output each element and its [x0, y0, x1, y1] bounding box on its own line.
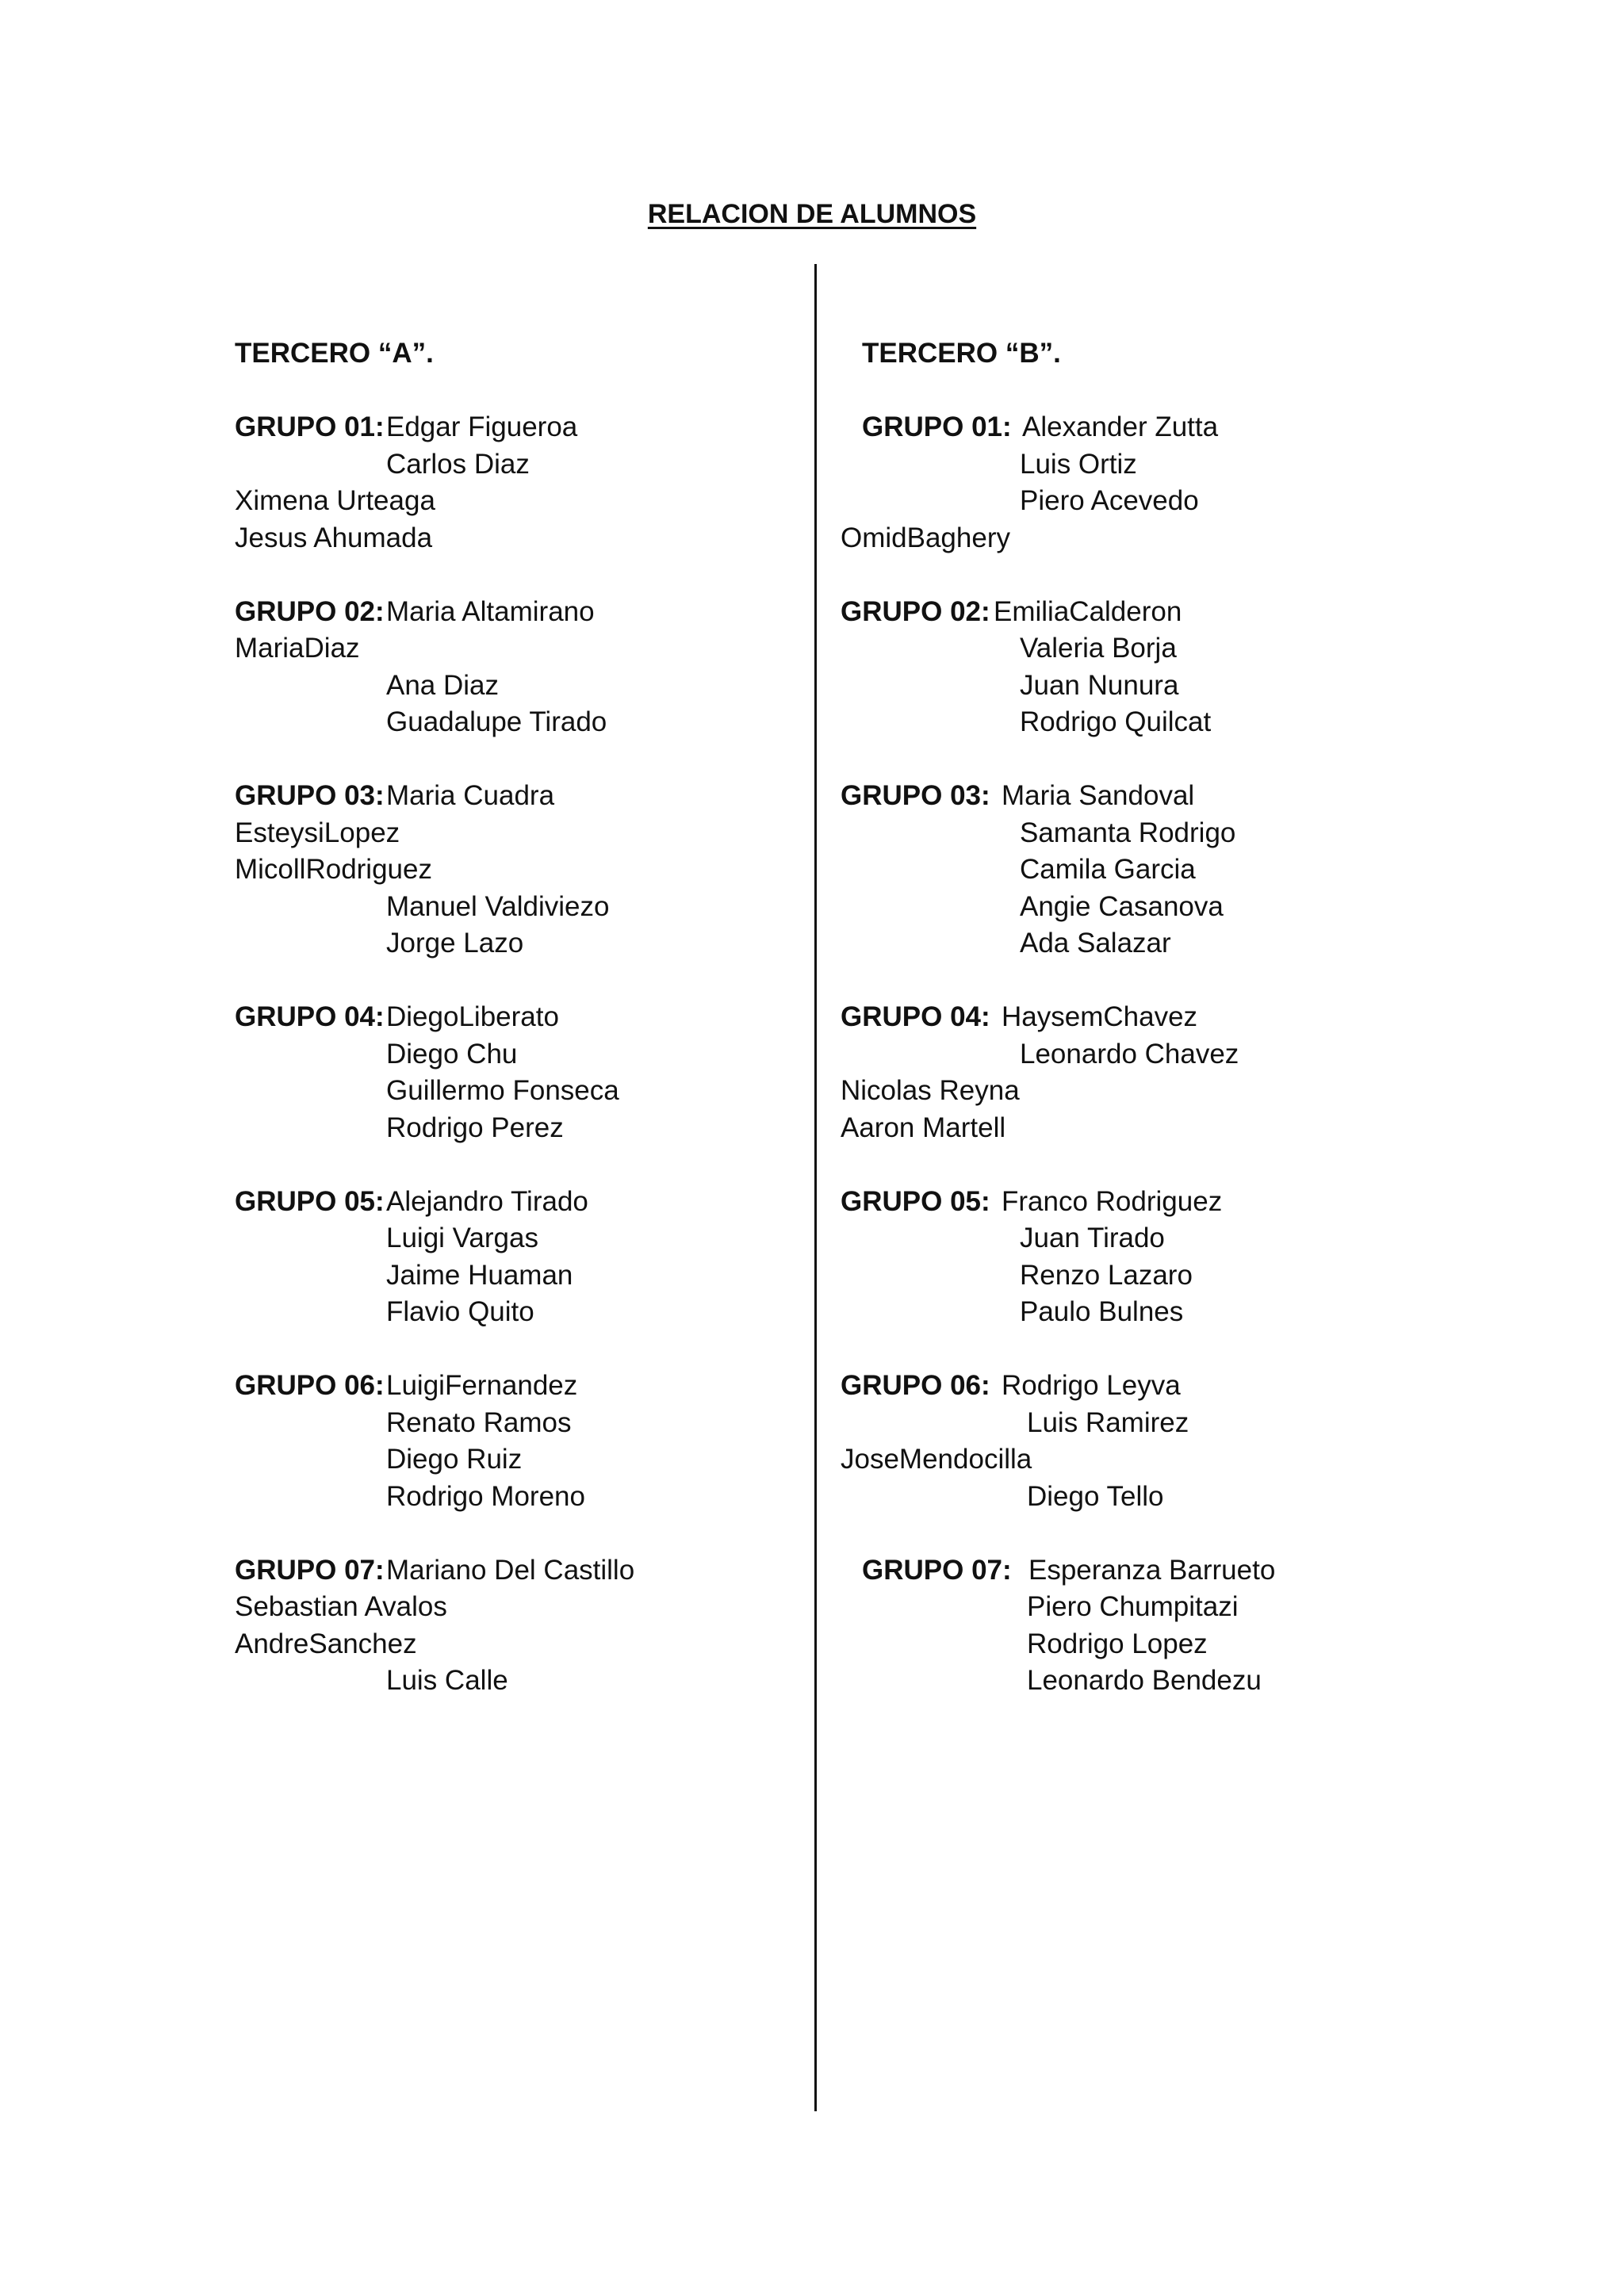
group-member: Renato Ramos [386, 1406, 572, 1438]
section-heading: TERCERO “B”. [862, 338, 1061, 369]
group-member: Ximena Urteaga [235, 485, 435, 516]
group-member: Camila Garcia [1020, 854, 1196, 885]
group-member: Mariano Del Castillo [386, 1554, 635, 1586]
group-member: Leonardo Chavez [1020, 1038, 1239, 1070]
group-member: Nicolas Reyna [841, 1075, 1020, 1106]
section-heading: TERCERO “A”. [235, 338, 434, 369]
group-member: Juan Tirado [1020, 1223, 1165, 1253]
group-member: EmiliaCalderon [994, 595, 1182, 627]
group-member: Sebastian Avalos [235, 1591, 447, 1622]
group-member: Piero Chumpitazi [1027, 1591, 1239, 1622]
group-member: Jesus Ahumada [235, 522, 433, 553]
group-member: Leonardo Bendezu [1027, 1665, 1262, 1696]
group-label: GRUPO 02: [841, 595, 990, 627]
group-member: MariaDiaz [235, 633, 360, 664]
group-member: Diego Ruiz [386, 1444, 523, 1475]
group-member: Renzo Lazaro [1020, 1259, 1193, 1291]
group-member: Valeria Borja [1020, 633, 1177, 664]
group-member: Luis Ortiz [1020, 448, 1137, 480]
group-member: Maria Sandoval [1002, 780, 1195, 811]
group-member: Alexander Zutta [1022, 411, 1219, 442]
group-member: Jorge Lazo [386, 928, 524, 959]
group-member: Ana Diaz [386, 669, 500, 701]
group-member: Guadalupe Tirado [386, 706, 607, 737]
group-label: GRUPO 06: [235, 1370, 385, 1401]
group-member: Aaron Martell [841, 1112, 1006, 1143]
group-member: Rodrigo Lopez [1027, 1628, 1208, 1659]
group-label: GRUPO 04: [235, 1001, 385, 1032]
group-member: Rodrigo Quilcat [1020, 706, 1212, 737]
group-label: GRUPO 06: [841, 1370, 990, 1401]
group-label: GRUPO 03: [841, 780, 990, 811]
group-label: GRUPO 01: [235, 411, 385, 442]
group-member: EsteysiLopez [235, 817, 400, 848]
group-member: Jaime Huaman [386, 1259, 573, 1291]
group-label: GRUPO 05: [235, 1185, 385, 1217]
group-label: GRUPO 03: [235, 780, 385, 811]
group-member: Luigi Vargas [386, 1223, 538, 1253]
group-label: GRUPO 04: [841, 1001, 990, 1032]
group-member: Edgar Figueroa [386, 411, 578, 442]
group-member: Carlos Diaz [386, 448, 530, 480]
group-member: Luis Calle [386, 1665, 508, 1696]
group-label: GRUPO 07: [862, 1554, 1012, 1586]
group-member: Angie Casanova [1020, 890, 1224, 922]
group-label: GRUPO 05: [841, 1185, 990, 1217]
group-member: Ada Salazar [1020, 928, 1171, 959]
group-member: Maria Cuadra [386, 780, 555, 811]
group-member: Juan Nunura [1020, 669, 1179, 701]
group-member: JoseMendocilla [841, 1444, 1032, 1475]
group-member: Flavio Quito [386, 1296, 534, 1327]
group-member: Piero Acevedo [1020, 485, 1199, 516]
group-member: AndreSanchez [235, 1628, 417, 1659]
group-member: Rodrigo Perez [386, 1112, 564, 1143]
group-member: Rodrigo Moreno [386, 1480, 585, 1512]
group-member: Esperanza Barrueto [1028, 1554, 1276, 1586]
group-member: Alejandro Tirado [386, 1185, 588, 1217]
group-member: Diego Chu [386, 1038, 518, 1070]
group-label: GRUPO 02: [235, 595, 385, 627]
document-title: RELACION DE ALUMNOS [647, 199, 977, 229]
section-tercero-b [0, 335, 1624, 1762]
group-member: Manuel Valdiviezo [386, 890, 610, 922]
group-label: GRUPO 01: [862, 411, 1012, 442]
group-member: Maria Altamirano [386, 595, 595, 627]
group-member: Diego Tello [1027, 1480, 1164, 1512]
group-label: GRUPO 07: [235, 1554, 385, 1586]
group-member: LuigiFernandez [386, 1370, 578, 1401]
group-member: Franco Rodriguez [1002, 1185, 1223, 1217]
group-member: HaysemChavez [1002, 1001, 1198, 1032]
group-member: Paulo Bulnes [1020, 1296, 1184, 1327]
group-member: OmidBaghery [841, 522, 1010, 553]
group-member: MicollRodriguez [235, 854, 432, 885]
group-member: DiegoLiberato [386, 1001, 559, 1032]
group-member: Rodrigo Leyva [1002, 1370, 1181, 1401]
group-member: Guillermo Fonseca [386, 1075, 619, 1106]
group-member: Samanta Rodrigo [1020, 817, 1236, 848]
group-member: Luis Ramirez [1027, 1406, 1189, 1438]
